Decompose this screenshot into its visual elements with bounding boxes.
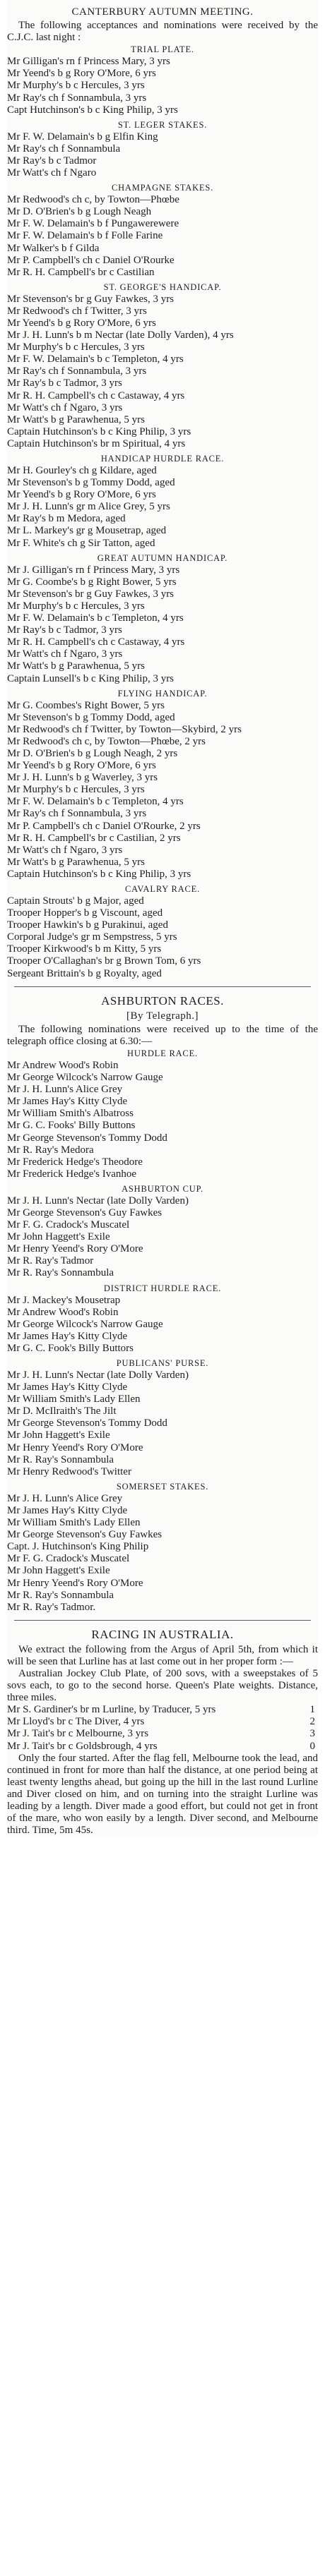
article-ashburton: [7, 993, 318, 1614]
entry-line: Mr J. H. Lunn's Nectar (late Dolly Varden): [7, 1195, 189, 1207]
entry-line: Mr Henry Yeend's Rory O'More: [7, 1441, 143, 1453]
entry-line: Mr G. C. Fooks' Billy Buttons: [7, 1120, 136, 1132]
entry-line: Mr George Wilcock's Narrow Gauge: [7, 1318, 163, 1330]
entry-line: Mr Ray's b c Tadmor, 3 yrs: [7, 624, 122, 636]
section-heading: ST. GEORGE'S HANDICAP.: [103, 282, 222, 292]
article-australia: [7, 1627, 318, 1837]
entry-line: Mr R. H. Campbell's ch c Castaway, 4 yrs: [7, 636, 185, 648]
race-section: [7, 119, 318, 179]
entry-line: Mr William Smith's Lady Ellen: [7, 1517, 141, 1529]
entry-line: Mr Ray's ch f Sonnambula, 3 yrs: [7, 365, 147, 377]
entry-line: Mr F. W. Delamain's b g Elfin King: [7, 131, 158, 143]
entry-line: Mr J. H. Lunn's b g Waverley, 3 yrs: [7, 772, 158, 784]
entry-line: Mr G. Coombe's b g Right Bower, 5 yrs: [7, 576, 177, 588]
entry-line: Captain Hutchinson's br m Spiritual, 4 yrs: [7, 437, 186, 449]
entry-line: Mr J. H. Lunn's gr m Alice Grey, 5 yrs: [7, 501, 170, 513]
article-canterbury: [7, 6, 318, 980]
article-title: RACING IN AUSTRALIA.: [91, 1627, 234, 1641]
race-section: [7, 182, 318, 279]
entry-line: Mr Redwood's ch f Twitter, by Towton—Skybird, 2 yrs: [7, 723, 242, 735]
race-section: [7, 688, 318, 881]
entry-line: Mr R. Ray's Medora: [7, 1144, 94, 1156]
article-intro: The following acceptances and nominations were received by the C.J.C. last night :: [7, 20, 318, 44]
section-heading: DISTRICT HURDLE RACE.: [103, 1283, 222, 1293]
race-section: [7, 1481, 318, 1614]
entry-line: Mr F. W. Delamain's b f Pungawerewere: [7, 218, 179, 230]
entry-line: Mr George Stevenson's Guy Fawkes: [7, 1207, 162, 1219]
entry-line: Mr Watt's ch f Ngaro, 3 yrs: [7, 648, 123, 660]
entry-line: Mr D. McIlraith's The Jilt: [7, 1405, 117, 1417]
article-intro: We extract the following from the Argus of April 5th, from which it will be seen that Lurline has at last come out in her proper form :—: [7, 1643, 318, 1667]
placing-row: [7, 1741, 318, 1753]
placing-entry: Mr J. Tait's br c Goldsbrough, 4 yrs: [7, 1740, 158, 1752]
entry-line: Mr John Haggett's Exile: [7, 1429, 110, 1441]
section-heading: FLYING HANDICAP.: [117, 688, 208, 699]
entry-line: Mr R. Ray's Sonnambula: [7, 1589, 114, 1601]
entry-line: Mr Stevenson's b g Tommy Dodd, aged: [7, 711, 175, 723]
entry-line: Mr R. H. Campbell's br c Castilian, 2 yrs: [7, 832, 181, 844]
section-heading: SOMERSET STAKES.: [116, 1481, 209, 1492]
placing-number: 0: [309, 1740, 315, 1752]
entry-line: Mr R. Ray's Sonnambula: [7, 1267, 114, 1279]
entry-line: Mr R. Ray's Tadmor: [7, 1255, 94, 1267]
entry-line: Mr Watt's ch f Ngaro, 3 yrs: [7, 401, 123, 413]
entry-line: Mr Murphy's b c Hercules, 3 yrs: [7, 341, 145, 353]
entry-line: Trooper Kirkwood's b m Kitty, 5 yrs: [7, 943, 162, 955]
race-section: [7, 44, 318, 116]
entry-line: Mr William Smith's Albatross: [7, 1108, 134, 1120]
article-intro: The following nominations were received up to the time of the telegraph office closing at 6.30:—: [7, 1023, 318, 1047]
section-heading: CAVALRY RACE.: [124, 884, 201, 894]
entry-line: Mr Watt's ch f Ngaro: [7, 167, 97, 179]
entry-line: Trooper O'Callaghan's br g Brown Tom, 6 yrs: [7, 955, 201, 967]
entry-line: Mr Redwood's ch f Twitter, 3 yrs: [7, 305, 147, 317]
entry-line: Mr James Hay's Kitty Clyde: [7, 1330, 128, 1342]
entry-line: Corporal Judge's gr m Sempstress, 5 yrs: [7, 931, 177, 943]
section-heading: GREAT AUTUMN HANDICAP.: [97, 552, 228, 563]
entry-line: Mr Ray's b c Tadmor, 3 yrs: [7, 377, 122, 389]
entry-line: Mr Ray's ch f Sonnambula, 3 yrs: [7, 808, 147, 820]
entry-line: Mr James Hay's Kitty Clyde: [7, 1381, 128, 1393]
entry-line: Mr George Stevenson's Tommy Dodd: [7, 1417, 167, 1429]
entry-line: Mr Andrew Wood's Robin: [7, 1306, 119, 1318]
entry-line: Mr L. Markey's gr g Mousetrap, aged: [7, 525, 167, 537]
placing-number: 3: [309, 1728, 315, 1740]
placing-entry: Mr J. Tait's br c Melbourne, 3 yrs: [7, 1728, 149, 1740]
entry-line: Mr F. White's ch g Sir Tatton, aged: [7, 537, 155, 549]
race-section: [7, 883, 318, 980]
article-dateline: [By Telegraph.]: [126, 1010, 199, 1022]
entry-line: Mr Ray's ch f Sonnambula: [7, 143, 121, 155]
entry-line: Mr James Hay's Kitty Clyde: [7, 1096, 128, 1108]
section-list: [7, 44, 318, 979]
entry-line: Mr Gilligan's rn f Princess Mary, 3 yrs: [7, 56, 170, 68]
entry-line: Mr J. H. Lunn's Alice Grey: [7, 1084, 123, 1096]
divider: [14, 986, 311, 987]
entry-line: Mr Murphy's b c Hercules, 3 yrs: [7, 784, 145, 796]
entry-line: Mr Andrew Wood's Robin: [7, 1059, 119, 1071]
entry-line: Mr Murphy's b c Hercules, 3 yrs: [7, 80, 145, 92]
section-heading: HANDICAP HURDLE RACE.: [100, 454, 225, 464]
race-report: Only the four started. After the flag fell, Melbourne took the lead, and continued in front for more than half the distance, at one period being at least twenty lengths ahead, but going up the hill in the last round Lurline and Diver closed on him, and on turning into the straight Lurline was leading by a length. Diver made a good effort, but could not get in front of the mare, who won easily by a length. Diver second, and Melbourne third. Time, 5m 45s.: [7, 1752, 318, 1837]
section-heading: ST. LEGER STAKES.: [117, 119, 208, 130]
article-title: CANTERBURY AUTUMN MEETING.: [71, 6, 254, 18]
race-section: [7, 453, 318, 550]
entry-line: Mr F. W. Delamain's b c Templeton, 4 yrs: [7, 612, 184, 624]
entry-line: Mr George Stevenson's Guy Fawkes: [7, 1529, 162, 1541]
placing-entry: Mr S. Gardiner's br m Lurline, by Traducer, 5 yrs: [7, 1704, 216, 1716]
entry-line: Captain Hutchinson's b c King Philip, 3 yrs: [7, 425, 191, 437]
entry-line: Mr Watt's ch f Ngaro, 3 yrs: [7, 844, 123, 856]
section-heading: CHAMPAGNE STAKES.: [111, 183, 214, 193]
entry-line: Mr G. Coombes's Right Bower, 5 yrs: [7, 699, 165, 711]
entry-line: Mr Watt's b g Parawhenua, 5 yrs: [7, 856, 145, 868]
entry-line: Mr Stevenson's br g Guy Fawkes, 3 yrs: [7, 588, 175, 600]
entry-line: Mr William Smith's Lady Ellen: [7, 1393, 141, 1405]
race-section: [7, 1357, 318, 1478]
entry-line: Captain Lunsell's b c King Philip, 3 yrs: [7, 672, 175, 684]
entry-line: Mr Frederick Hedge's Theodore: [7, 1156, 143, 1168]
entry-line: Mr Watt's b g Parawhenua, 5 yrs: [7, 660, 145, 672]
entry-line: Mr Walker's b f Gilda: [7, 242, 100, 254]
entry-line: Mr R. H. Campbell's br c Castilian: [7, 266, 155, 278]
entry-line: Mr Frederick Hedge's Ivanhoe: [7, 1168, 137, 1180]
entry-line: Mr Stevenson's br g Guy Fawkes, 3 yrs: [7, 293, 175, 305]
entry-line: Capt. J. Hutchinson's King Philip: [7, 1541, 149, 1553]
section-list: [7, 1048, 318, 1614]
entry-line: Sergeant Brittain's b g Royalty, aged: [7, 967, 162, 979]
entry-line: Mr H. Gourley's ch g Kildare, aged: [7, 465, 157, 476]
placings-list: [7, 1704, 318, 1752]
entry-line: Mr Watt's b g Parawhenua, 5 yrs: [7, 413, 145, 425]
entry-line: Captain Hutchinson's b c King Philip, 3 yrs: [7, 868, 191, 880]
placing-row: [7, 1728, 318, 1740]
entry-line: Mr F. W. Delamain's b c Templeton, 4 yrs: [7, 353, 184, 365]
entry-line: Mr Ray's ch f Sonnambula, 3 yrs: [7, 92, 147, 104]
entry-line: Mr Yeend's b g Rory O'More, 6 yrs: [7, 68, 156, 80]
entry-line: Capt Hutchinson's b c King Philip, 3 yrs: [7, 104, 178, 116]
entry-line: Mr J. H. Lunn's b m Nectar (late Dolly Varden), 4 yrs: [7, 329, 234, 341]
entry-line: Mr F. G. Cradock's Muscatel: [7, 1553, 130, 1565]
entry-line: Mr Yeend's b g Rory O'More, 6 yrs: [7, 489, 156, 501]
entry-line: Mr Redwood's ch c, by Towton—Phœbe, 2 yrs: [7, 735, 206, 747]
entry-line: Mr P. Campbell's ch c Daniel O'Rourke: [7, 254, 175, 266]
entry-line: Mr Yeend's b g Rory O'More, 6 yrs: [7, 760, 156, 772]
section-heading: ASHBURTON CUP.: [122, 1183, 203, 1194]
placing-row: [7, 1716, 318, 1728]
race-description: Australian Jockey Club Plate, of 200 sovs, with a sweepstakes of 5 sovs each, to go to the second horse. Queen's Plate weights. Distance, three miles.: [7, 1667, 318, 1704]
placing-number: 2: [309, 1716, 315, 1728]
entry-line: Mr D. O'Brien's b g Lough Neagh, 2 yrs: [7, 747, 178, 759]
entry-line: Mr Henry Redwood's Twitter: [7, 1465, 131, 1477]
entry-line: Mr Ray's b m Medora, aged: [7, 513, 126, 525]
section-heading: PUBLICANS' PURSE.: [116, 1358, 209, 1368]
entry-line: Mr R. Ray's Tadmor.: [7, 1601, 96, 1613]
placing-entry: Mr Lloyd's br c The Diver, 4 yrs: [7, 1716, 145, 1728]
entry-line: Mr George Wilcock's Narrow Gauge: [7, 1072, 163, 1084]
entry-line: Mr J. Gilligan's rn f Princess Mary, 3 yrs: [7, 564, 180, 576]
entry-line: Mr F. W. Delamain's b c Templeton, 4 yrs: [7, 796, 184, 808]
entry-line: Mr Ray's b c Tadmor: [7, 155, 97, 167]
race-section: [7, 552, 318, 685]
divider: [14, 1620, 311, 1621]
entry-line: Mr James Hay's Kitty Clyde: [7, 1504, 128, 1516]
entry-line: Mr J. H. Lunn's Alice Grey: [7, 1492, 123, 1504]
entry-line: Mr R. Ray's Sonnambula: [7, 1453, 114, 1465]
entry-line: Mr J. Mackey's Mousetrap: [7, 1294, 121, 1306]
race-section: [7, 1183, 318, 1280]
entry-line: Mr P. Campbell's ch c Daniel O'Rourke, 2 yrs: [7, 820, 201, 832]
entry-line: Mr Henry Yeend's Rory O'More: [7, 1243, 143, 1255]
section-heading: TRIAL PLATE.: [131, 44, 194, 55]
race-section: [7, 1283, 318, 1355]
entry-line: Mr R. H. Campbell's ch c Castaway, 4 yrs: [7, 389, 185, 401]
entry-line: Mr John Haggett's Exile: [7, 1565, 110, 1577]
entry-line: Captain Strouts' b g Major, aged: [7, 895, 144, 907]
entry-line: Trooper Hawkin's b g Purakinui, aged: [7, 919, 168, 931]
entry-line: Mr Redwood's ch c, by Towton—Phœbe: [7, 194, 179, 206]
entry-line: Mr George Stevenson's Tommy Dodd: [7, 1132, 167, 1144]
newspaper-column: [7, 0, 318, 1837]
entry-line: Mr Stevenson's b g Tommy Dodd, aged: [7, 477, 175, 489]
entry-line: Mr John Haggett's Exile: [7, 1231, 110, 1243]
section-heading: HURDLE RACE.: [127, 1048, 198, 1058]
entry-line: Mr F. W. Delamain's b f Folle Farine: [7, 230, 163, 242]
entry-line: Mr F. G. Cradock's Muscatel: [7, 1219, 130, 1231]
placing-row: [7, 1704, 318, 1716]
race-section: [7, 1048, 318, 1180]
entry-line: Mr Yeend's b g Rory O'More, 6 yrs: [7, 317, 156, 329]
entry-line: Mr Henry Yeend's Rory O'More: [7, 1577, 143, 1589]
article-title: ASHBURTON RACES.: [101, 993, 224, 1008]
entry-line: Mr D. O'Brien's b g Lough Neagh: [7, 206, 152, 218]
entry-line: Mr G. C. Fook's Billy Buttors: [7, 1342, 134, 1354]
entry-line: Mr Murphy's b c Hercules, 3 yrs: [7, 600, 145, 612]
entry-line: Mr J. H. Lunn's Nectar (late Dolly Varden): [7, 1369, 189, 1381]
entry-line: Trooper Hopper's b g Viscount, aged: [7, 907, 163, 919]
placing-number: 1: [309, 1704, 315, 1716]
race-section: [7, 282, 318, 450]
